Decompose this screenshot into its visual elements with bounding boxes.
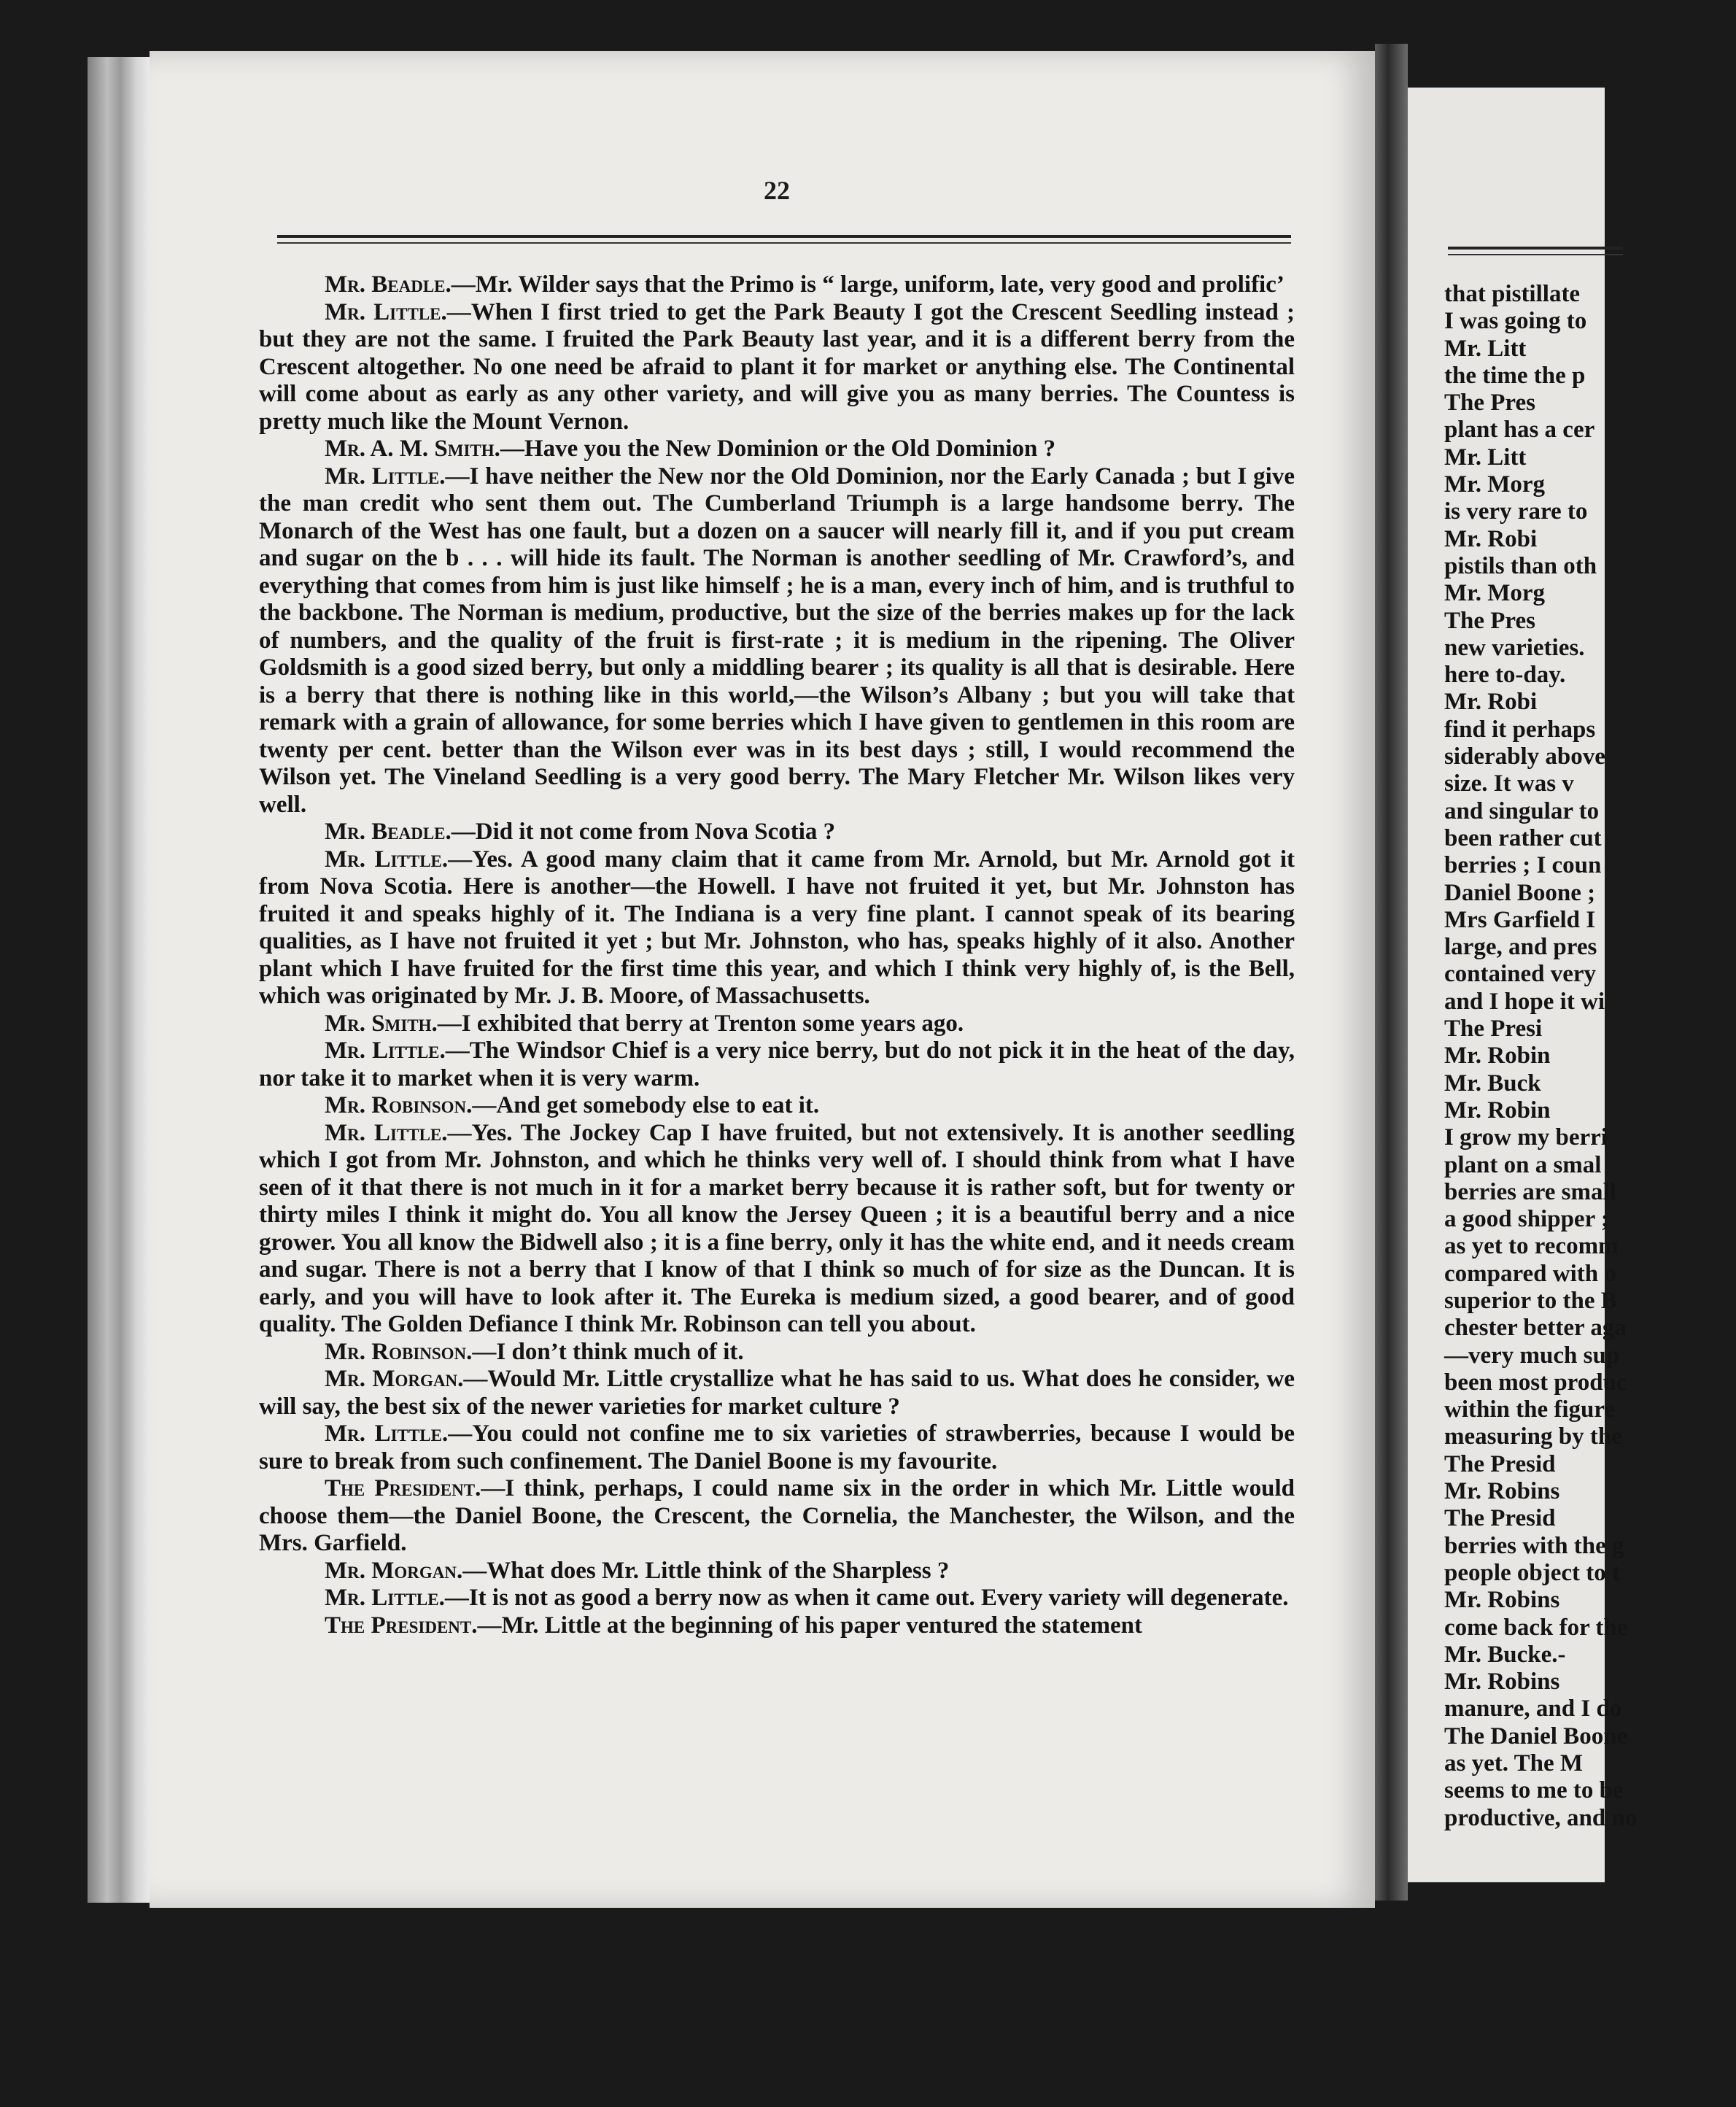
right-page-line: Mr. Litt (1444, 444, 1527, 471)
right-page-line: Mr. Robin (1444, 1097, 1551, 1124)
right-page-line: berries ; I coun (1444, 852, 1602, 879)
right-page-line: chester better aga (1444, 1315, 1627, 1342)
right-page-text (1444, 281, 1736, 1832)
header-rule-thin (277, 242, 1291, 244)
right-page-line: and I hope it wi (1444, 988, 1605, 1015)
right-page-line: contained very (1444, 961, 1597, 988)
right-page-line: that pistillate (1444, 281, 1581, 307)
right-page-line: Mr. Robi (1444, 689, 1538, 716)
paragraph (259, 1120, 1295, 1339)
paragraph (259, 1366, 1295, 1420)
right-page-line: Mr. Litt (1444, 335, 1527, 362)
speaker-name: Mr. Robinson. (325, 1338, 473, 1365)
right-page-line: I was going to (1444, 308, 1587, 335)
paragraph-text: —I exhibited that berry at Trenton some years ago. (437, 1010, 964, 1037)
paragraph-text: —Yes. The Jockey Cap I have fruited, but not extensively. It is another seedling which I got from Mr. Johnston, and which he thinks very well of. I should think from what I have seen of it that there is not much in it for a market berry because it is rather soft, but for twenty or thirty miles I think it might do. You all know the Jersey Queen ; it is a beautiful berry and a nice grower. You all know the Bidwell also ; it is a fine berry, only it has the white end, and it needs cream and sugar. There is not a berry that I know of that I think so much of for size as the Duncan. It is early, and you will have to look after it. The Eureka is medium sized, a good bearer, and of good quality. The Golden Defiance I think Mr. Robinson can tell you about. (259, 1119, 1295, 1337)
paragraph (259, 846, 1295, 1010)
speaker-name: Mr. Little. (325, 1119, 448, 1146)
paragraph (259, 1475, 1295, 1558)
speaker-name: The President. (325, 1475, 481, 1501)
paragraph-text: —You could not confine me to six varieties of strawberries, because I would be sure to break from such confinement. The Daniel Boone is my favourite. (259, 1420, 1295, 1474)
paragraph-text: —Mr. Little at the beginning of his paper ventured the statement (477, 1612, 1142, 1639)
paragraph-text: —Would Mr. Little crystallize what he has said to us. What does he consider, we will say, the best six of the newer varieties for market culture ? (259, 1366, 1295, 1420)
paragraph (259, 1092, 1295, 1120)
speaker-name: Mr. Little. (325, 463, 446, 490)
right-page-line: and singular to (1444, 797, 1600, 824)
speaker-name: Mr. Beadle. (325, 271, 452, 298)
paragraph-text: —And get somebody else to eat it. (472, 1092, 820, 1118)
right-page-line: Mr. Buck (1444, 1070, 1541, 1097)
right-page-line: Mrs Garfield I (1444, 906, 1596, 933)
book-page-edges (88, 57, 153, 1903)
right-page-line: compared with o (1444, 1260, 1616, 1287)
right-page-line: Mr. Morg (1444, 471, 1546, 498)
right-header-rule-thick (1448, 247, 1623, 250)
right-page-line: find it perhaps (1444, 716, 1596, 743)
right-page-line: new varieties. (1444, 634, 1585, 661)
right-page-line: pistils than oth (1444, 552, 1597, 579)
header-rule-thick (277, 235, 1291, 238)
paragraph-text: —I don’t think much of it. (472, 1338, 744, 1365)
right-page-line: Mr. Morg (1444, 580, 1546, 607)
speaker-name: The President. (325, 1612, 478, 1639)
right-page-line: The Pres (1444, 607, 1535, 634)
right-page-line: berries are small (1444, 1178, 1616, 1205)
right-page-line: Daniel Boone ; (1444, 879, 1596, 906)
right-page-line: measuring by the (1444, 1423, 1622, 1450)
paragraph-text: —The Windsor Chief is a very nice berry, but do not pick it in the heat of the day, nor take it to market when it is very warm. (259, 1037, 1295, 1091)
right-page-partial (1408, 88, 1638, 1882)
speaker-name: Mr. Beadle. (325, 819, 452, 845)
right-page-line: productive, and no (1444, 1804, 1638, 1831)
paragraph (259, 1010, 1295, 1038)
right-page-line: plant on a smal (1444, 1151, 1602, 1178)
speaker-name: Mr. Little. (325, 1420, 449, 1447)
paragraph (259, 436, 1295, 463)
right-page-line: within the figure (1444, 1396, 1616, 1423)
right-page-line: is very rare to (1444, 498, 1588, 525)
paragraph-text: —When I first tried to get the Park Beauty I got the Crescent Seedling instead ; but they are not the same. I fruited the Park Beauty last year, and it is a different berry from the Crescent altogether. No one need be afraid to plant it for market or anything else. The Continental will come about as early as any other variety, and will give you as many berries. The Countess is pretty much like the Mount Vernon. (259, 298, 1295, 435)
speaker-name: Mr. Little. (325, 846, 449, 873)
speaker-name: Mr. A. M. Smith. (325, 436, 500, 462)
paragraph-text: —What does Mr. Little think of the Sharpless ? (462, 1557, 950, 1584)
paragraph (259, 819, 1295, 846)
paragraph (259, 299, 1295, 436)
paragraph-text: —Did it not come from Nova Scotia ? (451, 819, 836, 845)
paragraph (259, 271, 1295, 299)
right-page-line: seems to me to be (1444, 1777, 1624, 1804)
speaker-name: Mr. Robinson. (325, 1092, 473, 1118)
right-page-line: The Presi (1444, 1016, 1543, 1043)
right-page-line: manure, and I do (1444, 1696, 1622, 1723)
speaker-name: Mr. Smith. (325, 1010, 438, 1037)
right-page-line: been most produc (1444, 1369, 1627, 1396)
right-page-line: size. It was v (1444, 770, 1574, 797)
book-gutter (1375, 44, 1408, 1901)
paragraph (259, 1585, 1295, 1612)
paragraph (259, 1558, 1295, 1585)
right-page-line: The Daniel Boone (1444, 1723, 1628, 1750)
right-page-line: The Pres (1444, 390, 1535, 417)
right-page-line: come back for the (1444, 1614, 1628, 1641)
paragraph-text: —Yes. A good many claim that it came from Mr. Arnold, but Mr. Arnold got it from Nova Scotia. Here is another—the Howell. I have not fruited it yet, but Mr. Johnston has fruited it and speaks highly of it. The Indiana is a very fine plant. I cannot speak of its bearing qualities, as I have not fruited it yet ; but Mr. Johnston, who has, speaks highly of it also. Another plant which I have fruited for the first time this year, and which I think very highly of, is the Bell, which was originated by Mr. J. B. Moore, of Massachusetts. (259, 846, 1295, 1009)
main-text-block (259, 271, 1295, 1639)
right-page-line: been rather cut (1444, 824, 1602, 851)
speaker-name: Mr. Morgan. (325, 1366, 464, 1392)
right-page-line: large, and pres (1444, 934, 1597, 961)
right-page-line: Mr. Robin (1444, 1043, 1551, 1070)
right-page-line: I grow my berri (1444, 1124, 1608, 1151)
right-page-line: Mr. Robins (1444, 1669, 1560, 1696)
right-page-line: The Presid (1444, 1505, 1556, 1532)
right-page-line: plant has a cer (1444, 417, 1595, 444)
paragraph-text: —It is not as good a berry now as when it came out. Every variety will degenerate. (444, 1585, 1289, 1611)
paragraph (259, 1037, 1295, 1092)
speaker-name: Mr. Morgan. (325, 1557, 463, 1584)
right-page-line: berries with the g (1444, 1532, 1624, 1559)
right-page-line: superior to the B (1444, 1287, 1617, 1314)
paragraph (259, 463, 1295, 819)
right-page-line: as yet. The M (1444, 1750, 1584, 1777)
speaker-name: Mr. Little. (325, 1037, 446, 1064)
speaker-name: Mr. Little. (325, 1585, 445, 1611)
paragraph (259, 1420, 1295, 1475)
paragraph-text: —I have neither the New nor the Old Dominion, nor the Early Canada ; but I give the man credit who sent them out. The Cumberland Triumph is a large handsome berry. The Monarch of the West has one fault, but a dozen on a saucer will nearly fill it, and if you put cream and sugar on the b . . . will hide its fault. The Norman is another seedling of Mr. Crawford’s, and everything that comes from him is just like himself ; he is a man, every inch of him, and is truthful to the backbone. The Norman is medium, productive, but the size of the berries makes up for the lack of numbers, and the quality of the fruit is first-rate ; it is medium in the ripening. The Oliver Goldsmith is a good sized berry, but only a middling bearer ; its quality is all that is desirable. Here is a berry that there is nothing like in this world,—the Wilson’s Albany ; but you will take that remark with a grain of allowance, for some berries which I have given to gentlemen in this room are twenty per cent. better than the Wilson ever was in its best days ; still, I would recommend the Wilson yet. The Vineland Seedling is a very good berry. The Mary Fletcher Mr. Wilson likes very well. (259, 463, 1295, 818)
paragraph-text: —I think, perhaps, I could name six in the order in which Mr. Little would choose them—the Daniel Boone, the Crescent, the Cornelia, the Manchester, the Wilson, and the Mrs. Garfield. (259, 1475, 1295, 1556)
paragraph (259, 1339, 1295, 1366)
right-page-line: Mr. Robi (1444, 525, 1538, 552)
right-page-line: The Presid (1444, 1450, 1556, 1477)
right-page-line: Mr. Bucke.- (1444, 1641, 1566, 1668)
right-page-line: the time the p (1444, 362, 1586, 389)
right-page-line: Mr. Robins (1444, 1587, 1560, 1614)
paragraph (259, 1612, 1295, 1640)
right-page-line: Mr. Robins (1444, 1478, 1560, 1505)
right-page-line: a good shipper ; (1444, 1206, 1609, 1233)
paragraph-text: —Have you the New Dominion or the Old Dominion ? (500, 436, 1056, 462)
right-page-line: siderably above (1444, 743, 1605, 770)
speaker-name: Mr. Little. (325, 298, 447, 325)
right-page-line: —very much sup (1444, 1342, 1620, 1369)
paragraph-text: —Mr. Wilder says that the Primo is “ large, uniform, late, very good and prolific’ (451, 271, 1284, 298)
page-number: 22 (764, 176, 790, 205)
right-page-line: people object to t (1444, 1559, 1621, 1586)
right-header-rule-thin (1448, 254, 1623, 255)
right-page-line: here to-day. (1444, 662, 1566, 689)
right-page-line: as yet to recomm (1444, 1233, 1619, 1260)
